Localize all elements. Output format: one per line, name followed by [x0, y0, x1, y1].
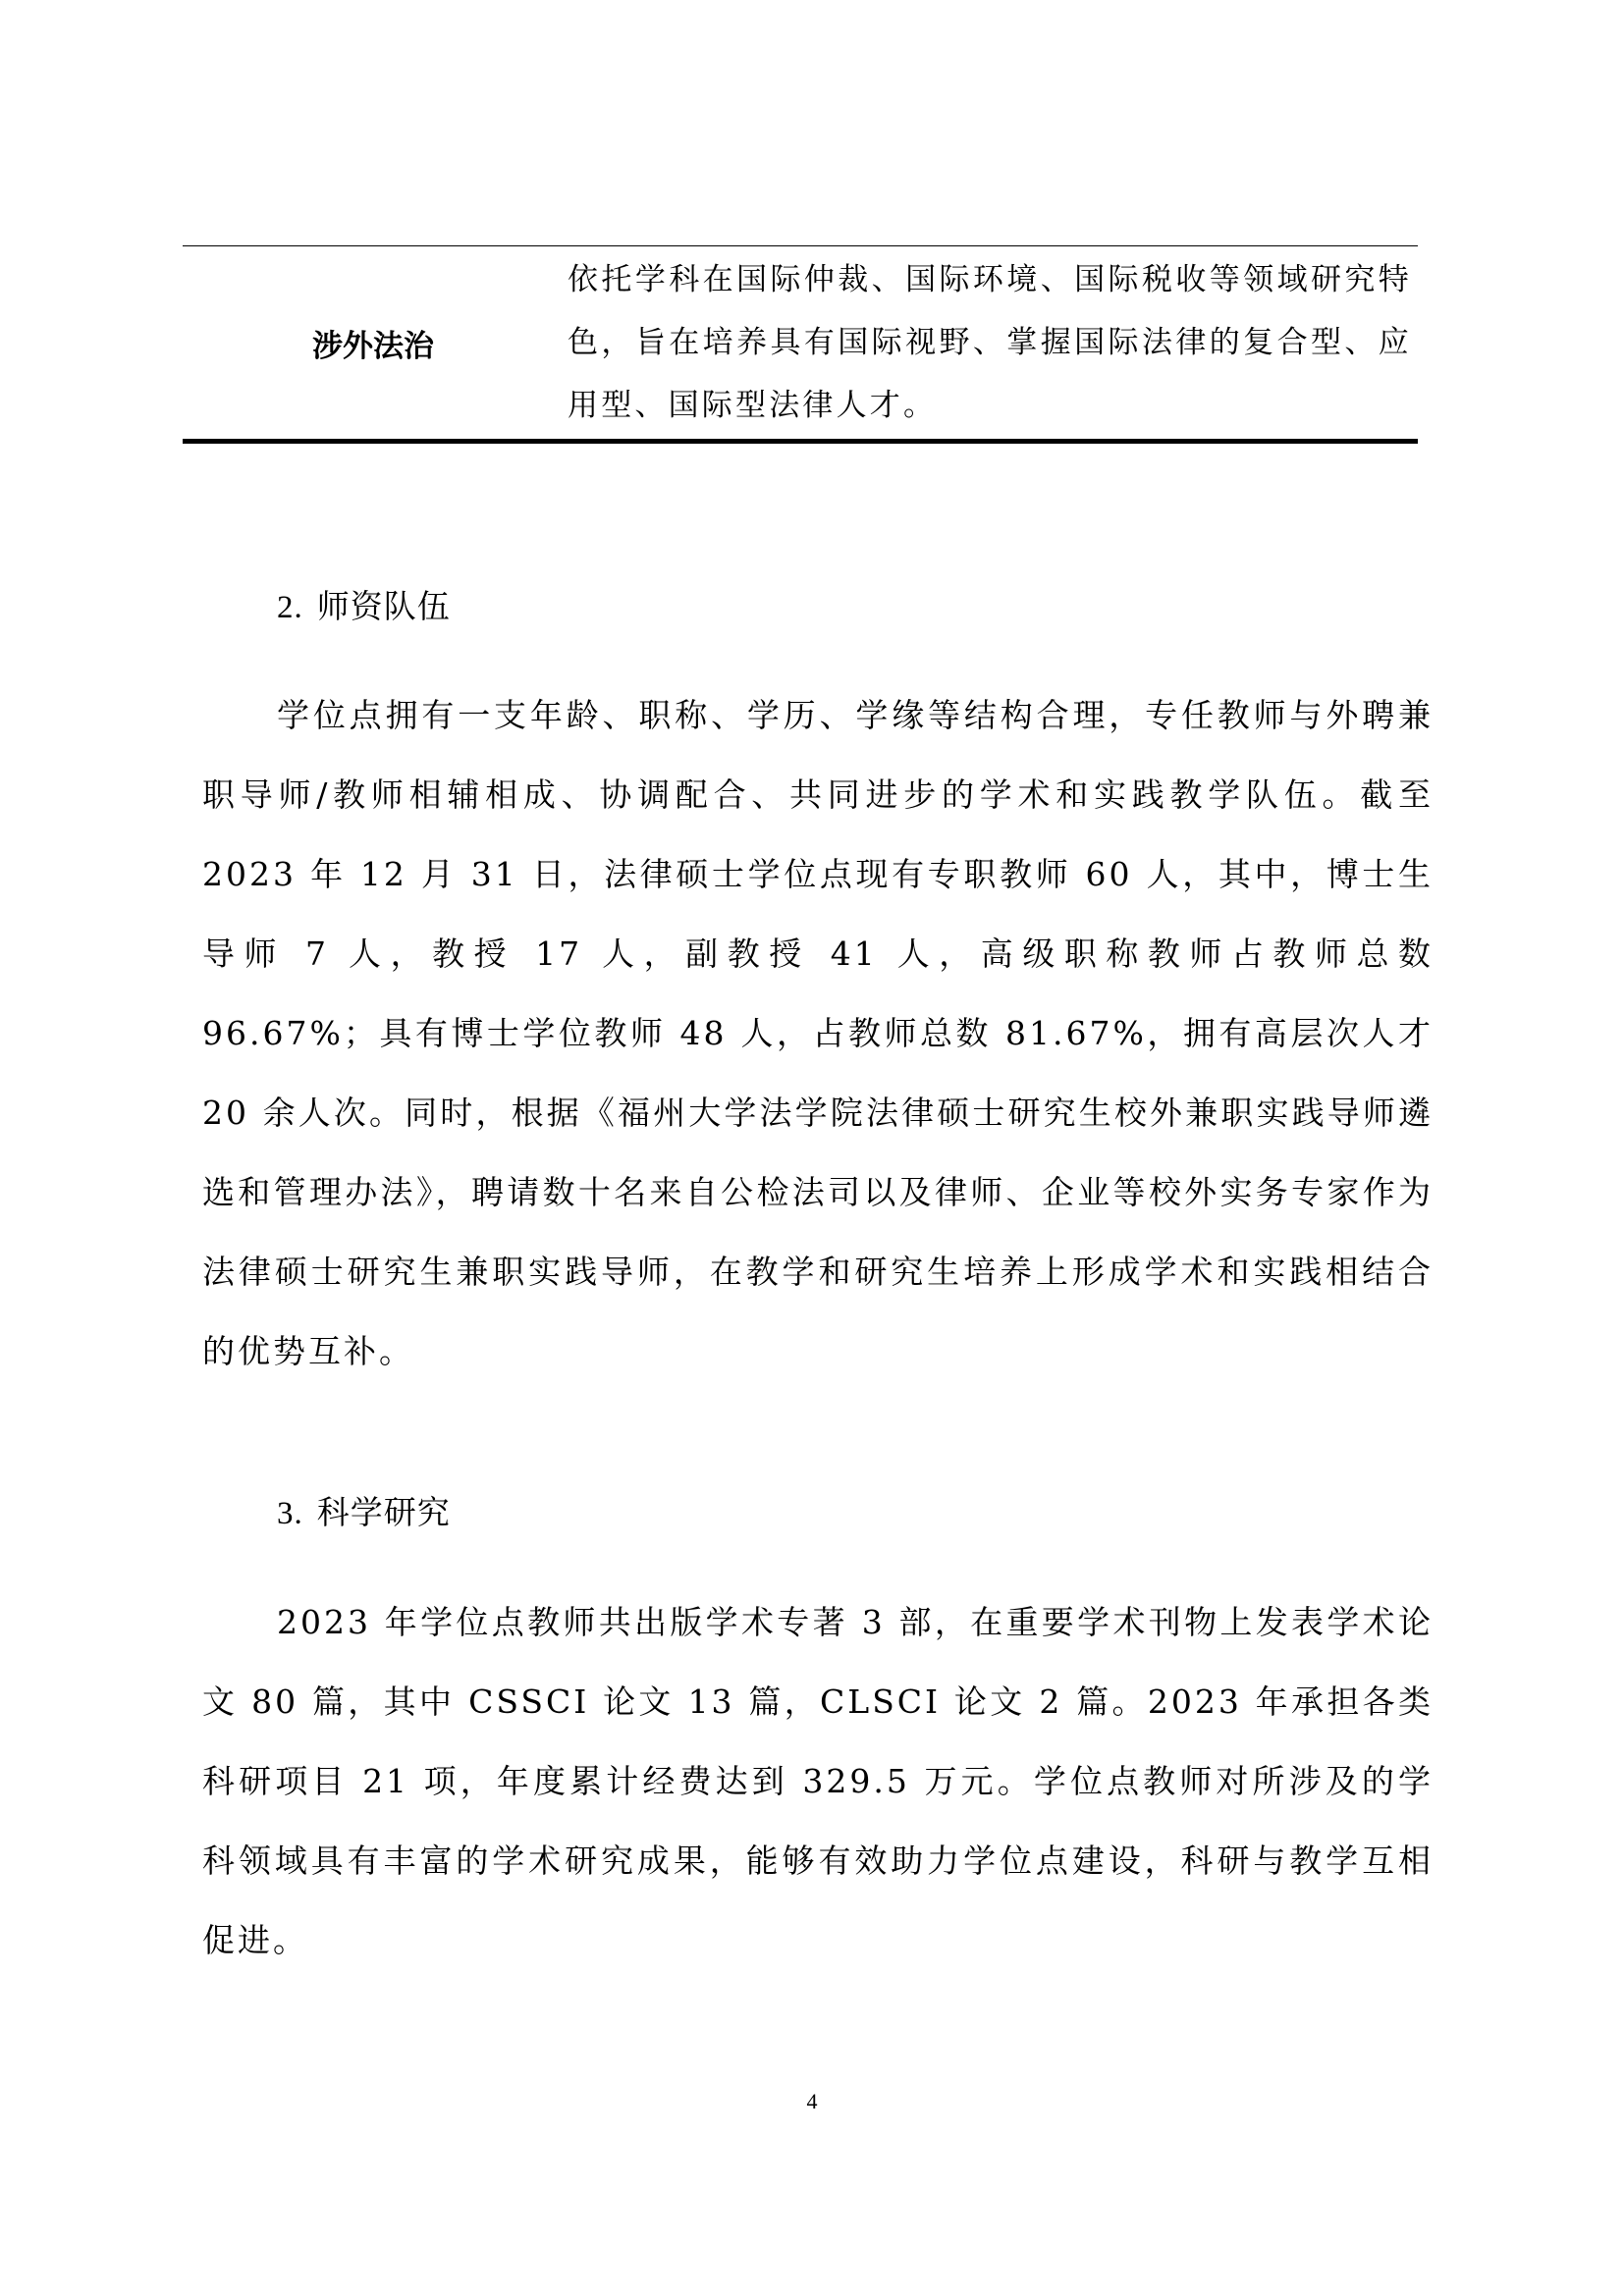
- training-direction-table: [183, 245, 1418, 444]
- direction-description: 依托学科在国际仲裁、国际环境、国际税收等领域研究特色，旨在培养具有国际视野、掌握国际法律的复合型、应用型、国际型法律人才。: [568, 262, 1412, 423]
- page-number: 4: [806, 2089, 818, 2113]
- table-row: [183, 246, 1418, 439]
- section-title: 师资队伍: [316, 587, 451, 625]
- direction-label: 涉外法治: [312, 328, 434, 364]
- section-heading-faculty: [277, 581, 451, 627]
- section-title: 科学研究: [316, 1493, 451, 1531]
- faculty-paragraph: 学位点拥有一支年龄、职称、学历、学缘等结构合理，专任教师与外聘兼职导师/教师相辅相成、协调配合、共同进步的学术和实践教学队伍。截至 2023 年 12 月 31 日，法律硕士学位点现有专职教师 60 人，其中，博士生导师 7 人，教授 17 人，副教授 41 人，高级职称教师占教师总数 96.67%；具有博士学位教师 48 人，占教师总数 81.67%，拥有高层次人才 20 余人次。同时，根据《福州大学法学院法律硕士研究生校外兼职实践导师遴选和管理办法》，聘请数十名来自公检法司以及律师、企业等校外实务专家作为法律硕士研究生兼职实践导师，在教学和研究生培养上形成学术和实践相结合的优势互补。: [202, 696, 1434, 1370]
- section-number: 3.: [277, 1496, 303, 1531]
- research-paragraph: 2023 年学位点教师共出版学术专著 3 部，在重要学术刊物上发表学术论文 80 篇，其中 CSSCI 论文 13 篇，CLSCI 论文 2 篇。2023 年承担各类科研项目 21 项，年度累计经费达到 329.5 万元。学位点教师对所涉及的学科领域具有丰富的学术研究成果，能够有效助力学位点建设，科研与教学互相促进。: [202, 1603, 1434, 1959]
- table-bottom-rule: [183, 439, 1418, 444]
- section-number: 2.: [277, 590, 303, 625]
- section-heading-research: [277, 1487, 451, 1533]
